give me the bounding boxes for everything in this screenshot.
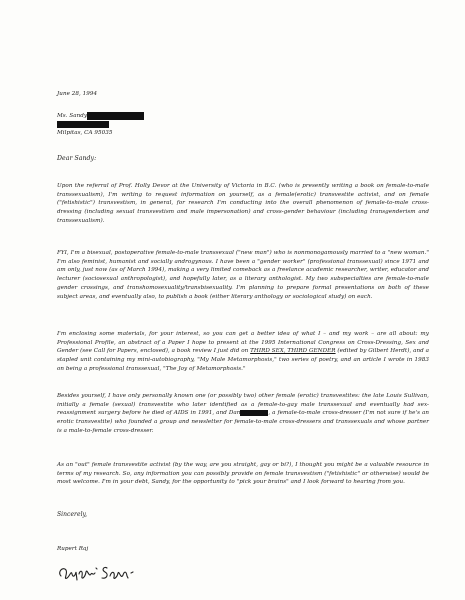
letter-date: June 28, 1994 [57,91,98,97]
paragraph-1: Upon the referral of Prof. Holly Devor at the University of Victoria in B.C. (who is presently writing a book on female-to-male transsexualism), I'm writing to request information on yourself, as a female(erotic) transvestite activist, and on female ("fetishistic") transvestism, in general, for research I'm conducting into the overall phenomenon of female-to-male cross-dressing (including sexual transvestism and male impersonation) and cross-gender behaviour (including transgenderism and transsexualism). [57,183,429,224]
recipient-city: Milpitas, CA 95035 [57,130,113,136]
redacted-surname [87,112,144,120]
handwritten-signature [55,560,165,586]
paragraph-2: FYI, I'm a bisexual, postoperative female-to-male transsexual ("new man") who is nonmonogamously married to a "new woman." I'm also feminist, humanist and socially androgynous. I have been a "gender worker" (professional transsexual) since 1971 and am only, just now (as of March 1994), making a very limited comeback as a freelance academic researcher, writer, educator and lecturer (sociosexual anthropologist), and hopefully later, as a literary anthologist. My two subspecialties are female-to-male gender crossings, and transhomosexuality/transbisexuality. I'm planning to prepare formal presentations on both of these subject areas, and eventually also, to publish a book (either literary anthology or sociological study) on each. [57,250,429,300]
recipient-name: Ms. Sandy [57,113,88,119]
paragraph-5: As an "out" female transvestite activist (by the way, are you straight, gay or bi?), I thought you might be a valuable resource in terms of my research. So, any information you can possibly provide on female transvestism ("fetishistic" or otherwise) would be most welcome. I'm in your debt, Sandy, for the opportunity to "pick your brains" and I look forward to hearing from you. [57,462,429,486]
paragraph-4: Besides yourself, I have only personally known one (or possibly two) other female (erotic) transvestites: the late Louis Sullivan, initially a female (sexual) transvestite who later identified as a female-to-gay male transsexual and eventually had sex-reassignment surgery before he died of AIDS in 1991, and Dan , a female-to-male cross-dresser (I'm not sure if he's an erotic transvestite) who founded a group and newsletter for female-to-male cross-dressers and transsexuals and whose partner is a male-to-female cross-dresser. [57,393,429,434]
redacted-street-address [57,121,109,128]
signer-name: Rupert Raj [57,546,89,552]
closing: Sincerely, [57,511,88,518]
salutation: Dear Sandy: [57,155,97,162]
book-title: THIRD SEX, THIRD GENDER [250,348,336,355]
redacted-surname-inline [240,410,268,416]
paragraph-3: I'm enclosing some materials, for your interest, so you can get a better idea of what I – and my work – are all about: my Professional Profile, an abstract of a Paper I hope to present at the 1995 International Congress on Cross-Dressing, Sex and Gender (see Call for Papers, enclosed), a book review I just did on THIRD SEX, THIRD GENDER (edited by Gilbert Herdt), and a stapled unit containing my mini-autobiography, "My Male Metamorphosis," two series of poetry, and an article I wrote in 1983 on being a professional transsexual, "The Joy of Metamorphosis." [57,331,430,372]
